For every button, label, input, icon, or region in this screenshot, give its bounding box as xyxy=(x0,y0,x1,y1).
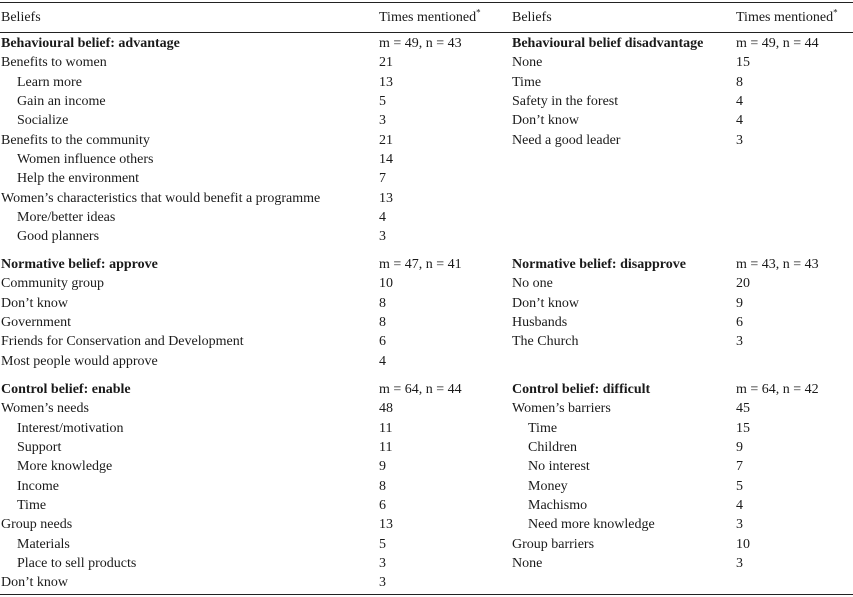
table-row xyxy=(512,457,852,476)
times-mentioned-value: 4 xyxy=(736,93,743,109)
times-mentioned-value: 7 xyxy=(379,171,386,187)
table-row xyxy=(512,496,852,515)
table-bottom-rule xyxy=(0,594,853,595)
header-times-mentioned-right xyxy=(736,9,838,27)
table-row xyxy=(512,419,852,438)
table-row xyxy=(1,515,501,534)
footnote-marker-right: * xyxy=(833,7,838,18)
times-mentioned-value: 6 xyxy=(736,314,743,330)
times-mentioned-value: 9 xyxy=(736,439,743,455)
belief-label: Gain an income xyxy=(17,93,106,109)
table-row xyxy=(512,438,852,457)
times-mentioned-value: m = 49, n = 43 xyxy=(379,36,462,51)
belief-category-row xyxy=(512,34,852,53)
table-row xyxy=(1,274,501,293)
times-mentioned-value: 13 xyxy=(379,74,393,90)
times-mentioned-value: 21 xyxy=(379,132,393,148)
times-mentioned-value: 4 xyxy=(379,353,386,369)
times-mentioned-value: 6 xyxy=(379,334,386,350)
table-row xyxy=(1,438,501,457)
table-top-rule xyxy=(0,2,853,3)
table-row xyxy=(1,419,501,438)
times-mentioned-value: 9 xyxy=(379,459,386,475)
table-row xyxy=(1,313,501,332)
belief-label: Don’t know xyxy=(512,113,580,129)
belief-label: Normative belief: approve xyxy=(1,257,158,272)
belief-label: Control belief: difficult xyxy=(512,382,651,397)
times-mentioned-value: 3 xyxy=(736,132,743,148)
header-times-label-left: Times mentioned xyxy=(379,10,477,25)
table-row xyxy=(512,399,852,418)
belief-label: Government xyxy=(1,314,71,330)
header-beliefs-left: Beliefs xyxy=(1,10,41,25)
table-row xyxy=(1,457,501,476)
times-mentioned-value: 3 xyxy=(379,229,386,245)
times-mentioned-value: 13 xyxy=(379,190,393,206)
times-mentioned-value: 13 xyxy=(379,517,393,533)
times-mentioned-value: 3 xyxy=(379,575,386,591)
belief-label: Behavioural belief: advantage xyxy=(1,36,180,51)
belief-label: More/better ideas xyxy=(17,209,116,225)
belief-label: Children xyxy=(528,439,577,455)
table-row xyxy=(512,73,852,92)
belief-label: Community group xyxy=(1,276,105,292)
belief-label: Materials xyxy=(17,536,70,552)
table-row xyxy=(512,274,852,293)
belief-label: Don’t know xyxy=(512,295,580,311)
belief-label: Need a good leader xyxy=(512,132,621,148)
table-row xyxy=(1,208,501,227)
belief-label: None xyxy=(512,55,543,71)
times-mentioned-value: m = 64, n = 44 xyxy=(379,382,462,397)
belief-label: Benefits to women xyxy=(1,55,107,71)
belief-label: Good planners xyxy=(17,229,100,245)
table-row xyxy=(512,294,852,313)
times-mentioned-value: 3 xyxy=(736,334,743,350)
belief-label: The Church xyxy=(512,334,579,350)
times-mentioned-value: 3 xyxy=(379,113,386,129)
times-mentioned-value: 4 xyxy=(736,113,743,129)
table-row xyxy=(1,535,501,554)
belief-label: Normative belief: disapprove xyxy=(512,257,686,272)
belief-label: Learn more xyxy=(17,74,82,90)
belief-category-row xyxy=(1,255,501,274)
belief-label: Income xyxy=(17,478,59,494)
table-row xyxy=(1,554,501,573)
times-mentioned-value: m = 64, n = 42 xyxy=(736,382,819,397)
times-mentioned-value: 20 xyxy=(736,276,750,292)
belief-category-row xyxy=(512,255,852,274)
column-left xyxy=(1,255,501,371)
footnote-marker-left: * xyxy=(476,7,481,18)
header-times-label-right: Times mentioned xyxy=(736,10,834,25)
belief-label: Socialize xyxy=(17,113,69,129)
belief-label: Women influence others xyxy=(17,151,154,167)
table-row xyxy=(1,573,501,592)
belief-label: Time xyxy=(17,497,47,513)
table-row xyxy=(512,515,852,534)
belief-label: Interest/motivation xyxy=(17,420,124,436)
times-mentioned-value: 8 xyxy=(379,314,386,330)
times-mentioned-value: m = 49, n = 44 xyxy=(736,36,819,51)
column-left xyxy=(1,380,501,593)
table-row xyxy=(1,352,501,371)
belief-label: Need more knowledge xyxy=(528,517,655,533)
times-mentioned-value: 3 xyxy=(736,555,743,571)
belief-label: No one xyxy=(512,276,553,292)
belief-label: Help the environment xyxy=(17,171,140,187)
table-row xyxy=(1,131,501,150)
times-mentioned-value: 15 xyxy=(736,55,750,71)
belief-label: Don’t know xyxy=(1,295,69,311)
table-row xyxy=(512,477,852,496)
header-beliefs-right: Beliefs xyxy=(512,10,552,25)
table-row xyxy=(512,53,852,72)
times-mentioned-value: 14 xyxy=(379,151,393,167)
times-mentioned-value: 15 xyxy=(736,420,750,436)
times-mentioned-value: 10 xyxy=(379,276,393,292)
belief-label: Women’s characteristics that would benefit a programme xyxy=(1,190,321,206)
table-row xyxy=(512,131,852,150)
times-mentioned-value: 8 xyxy=(379,295,386,311)
belief-label: Don’t know xyxy=(1,575,69,591)
table-row xyxy=(512,535,852,554)
times-mentioned-value: 21 xyxy=(379,55,393,71)
table-row xyxy=(1,332,501,351)
table-row xyxy=(512,554,852,573)
times-mentioned-value: 11 xyxy=(379,420,393,436)
header-times-mentioned-left xyxy=(379,9,481,27)
times-mentioned-value: 4 xyxy=(736,497,743,513)
table-row xyxy=(1,169,501,188)
table-row xyxy=(1,92,501,111)
belief-label: Group needs xyxy=(1,517,73,533)
column-left xyxy=(1,34,501,247)
table-row xyxy=(1,53,501,72)
belief-label: Women’s needs xyxy=(1,401,89,417)
belief-label: Time xyxy=(512,74,542,90)
belief-label: Safety in the forest xyxy=(512,93,619,109)
column-right xyxy=(512,255,852,352)
belief-label: No interest xyxy=(528,459,590,475)
table-row xyxy=(1,73,501,92)
times-mentioned-value: 4 xyxy=(379,209,386,225)
belief-label: Place to sell products xyxy=(17,555,137,571)
belief-label: Group barriers xyxy=(512,536,595,552)
belief-label: Most people would approve xyxy=(1,353,158,369)
table-row xyxy=(1,496,501,515)
belief-label: Friends for Conservation and Development xyxy=(1,334,244,350)
table-row xyxy=(512,92,852,111)
times-mentioned-value: 3 xyxy=(379,555,386,571)
times-mentioned-value: 5 xyxy=(379,536,386,552)
table-row xyxy=(512,332,852,351)
column-right xyxy=(512,34,852,150)
times-mentioned-value: 3 xyxy=(736,517,743,533)
belief-category-row xyxy=(512,380,852,399)
table-row xyxy=(1,150,501,169)
times-mentioned-value: 10 xyxy=(736,536,750,552)
belief-label: Benefits to the community xyxy=(1,132,150,148)
times-mentioned-value: 8 xyxy=(736,74,743,90)
table-row xyxy=(512,313,852,332)
times-mentioned-value: m = 43, n = 43 xyxy=(736,257,819,272)
belief-label: None xyxy=(512,555,543,571)
times-mentioned-value: 11 xyxy=(379,439,393,455)
times-mentioned-value: 45 xyxy=(736,401,750,417)
column-right xyxy=(512,380,852,573)
table-row xyxy=(1,477,501,496)
table-row xyxy=(1,189,501,208)
times-mentioned-value: 8 xyxy=(379,478,386,494)
belief-label: Husbands xyxy=(512,314,568,330)
belief-label: Money xyxy=(528,478,568,494)
table-row xyxy=(1,111,501,130)
times-mentioned-value: 7 xyxy=(736,459,743,475)
belief-label: Support xyxy=(17,439,62,455)
belief-category-row xyxy=(1,34,501,53)
times-mentioned-value: 5 xyxy=(379,93,386,109)
table-row xyxy=(512,111,852,130)
belief-label: Behavioural belief disadvantage xyxy=(512,36,704,51)
belief-label: More knowledge xyxy=(17,459,113,475)
belief-label: Time xyxy=(528,420,558,436)
belief-label: Control belief: enable xyxy=(1,382,131,397)
belief-label: Machismo xyxy=(528,497,588,513)
belief-label: Women’s barriers xyxy=(512,401,611,417)
times-mentioned-value: m = 47, n = 41 xyxy=(379,257,462,272)
times-mentioned-value: 6 xyxy=(379,497,386,513)
table-row xyxy=(1,227,501,246)
table-header-rule xyxy=(0,32,853,33)
table-row xyxy=(1,294,501,313)
belief-category-row xyxy=(1,380,501,399)
table-row xyxy=(1,399,501,418)
times-mentioned-value: 48 xyxy=(379,401,393,417)
times-mentioned-value: 9 xyxy=(736,295,743,311)
times-mentioned-value: 5 xyxy=(736,478,743,494)
